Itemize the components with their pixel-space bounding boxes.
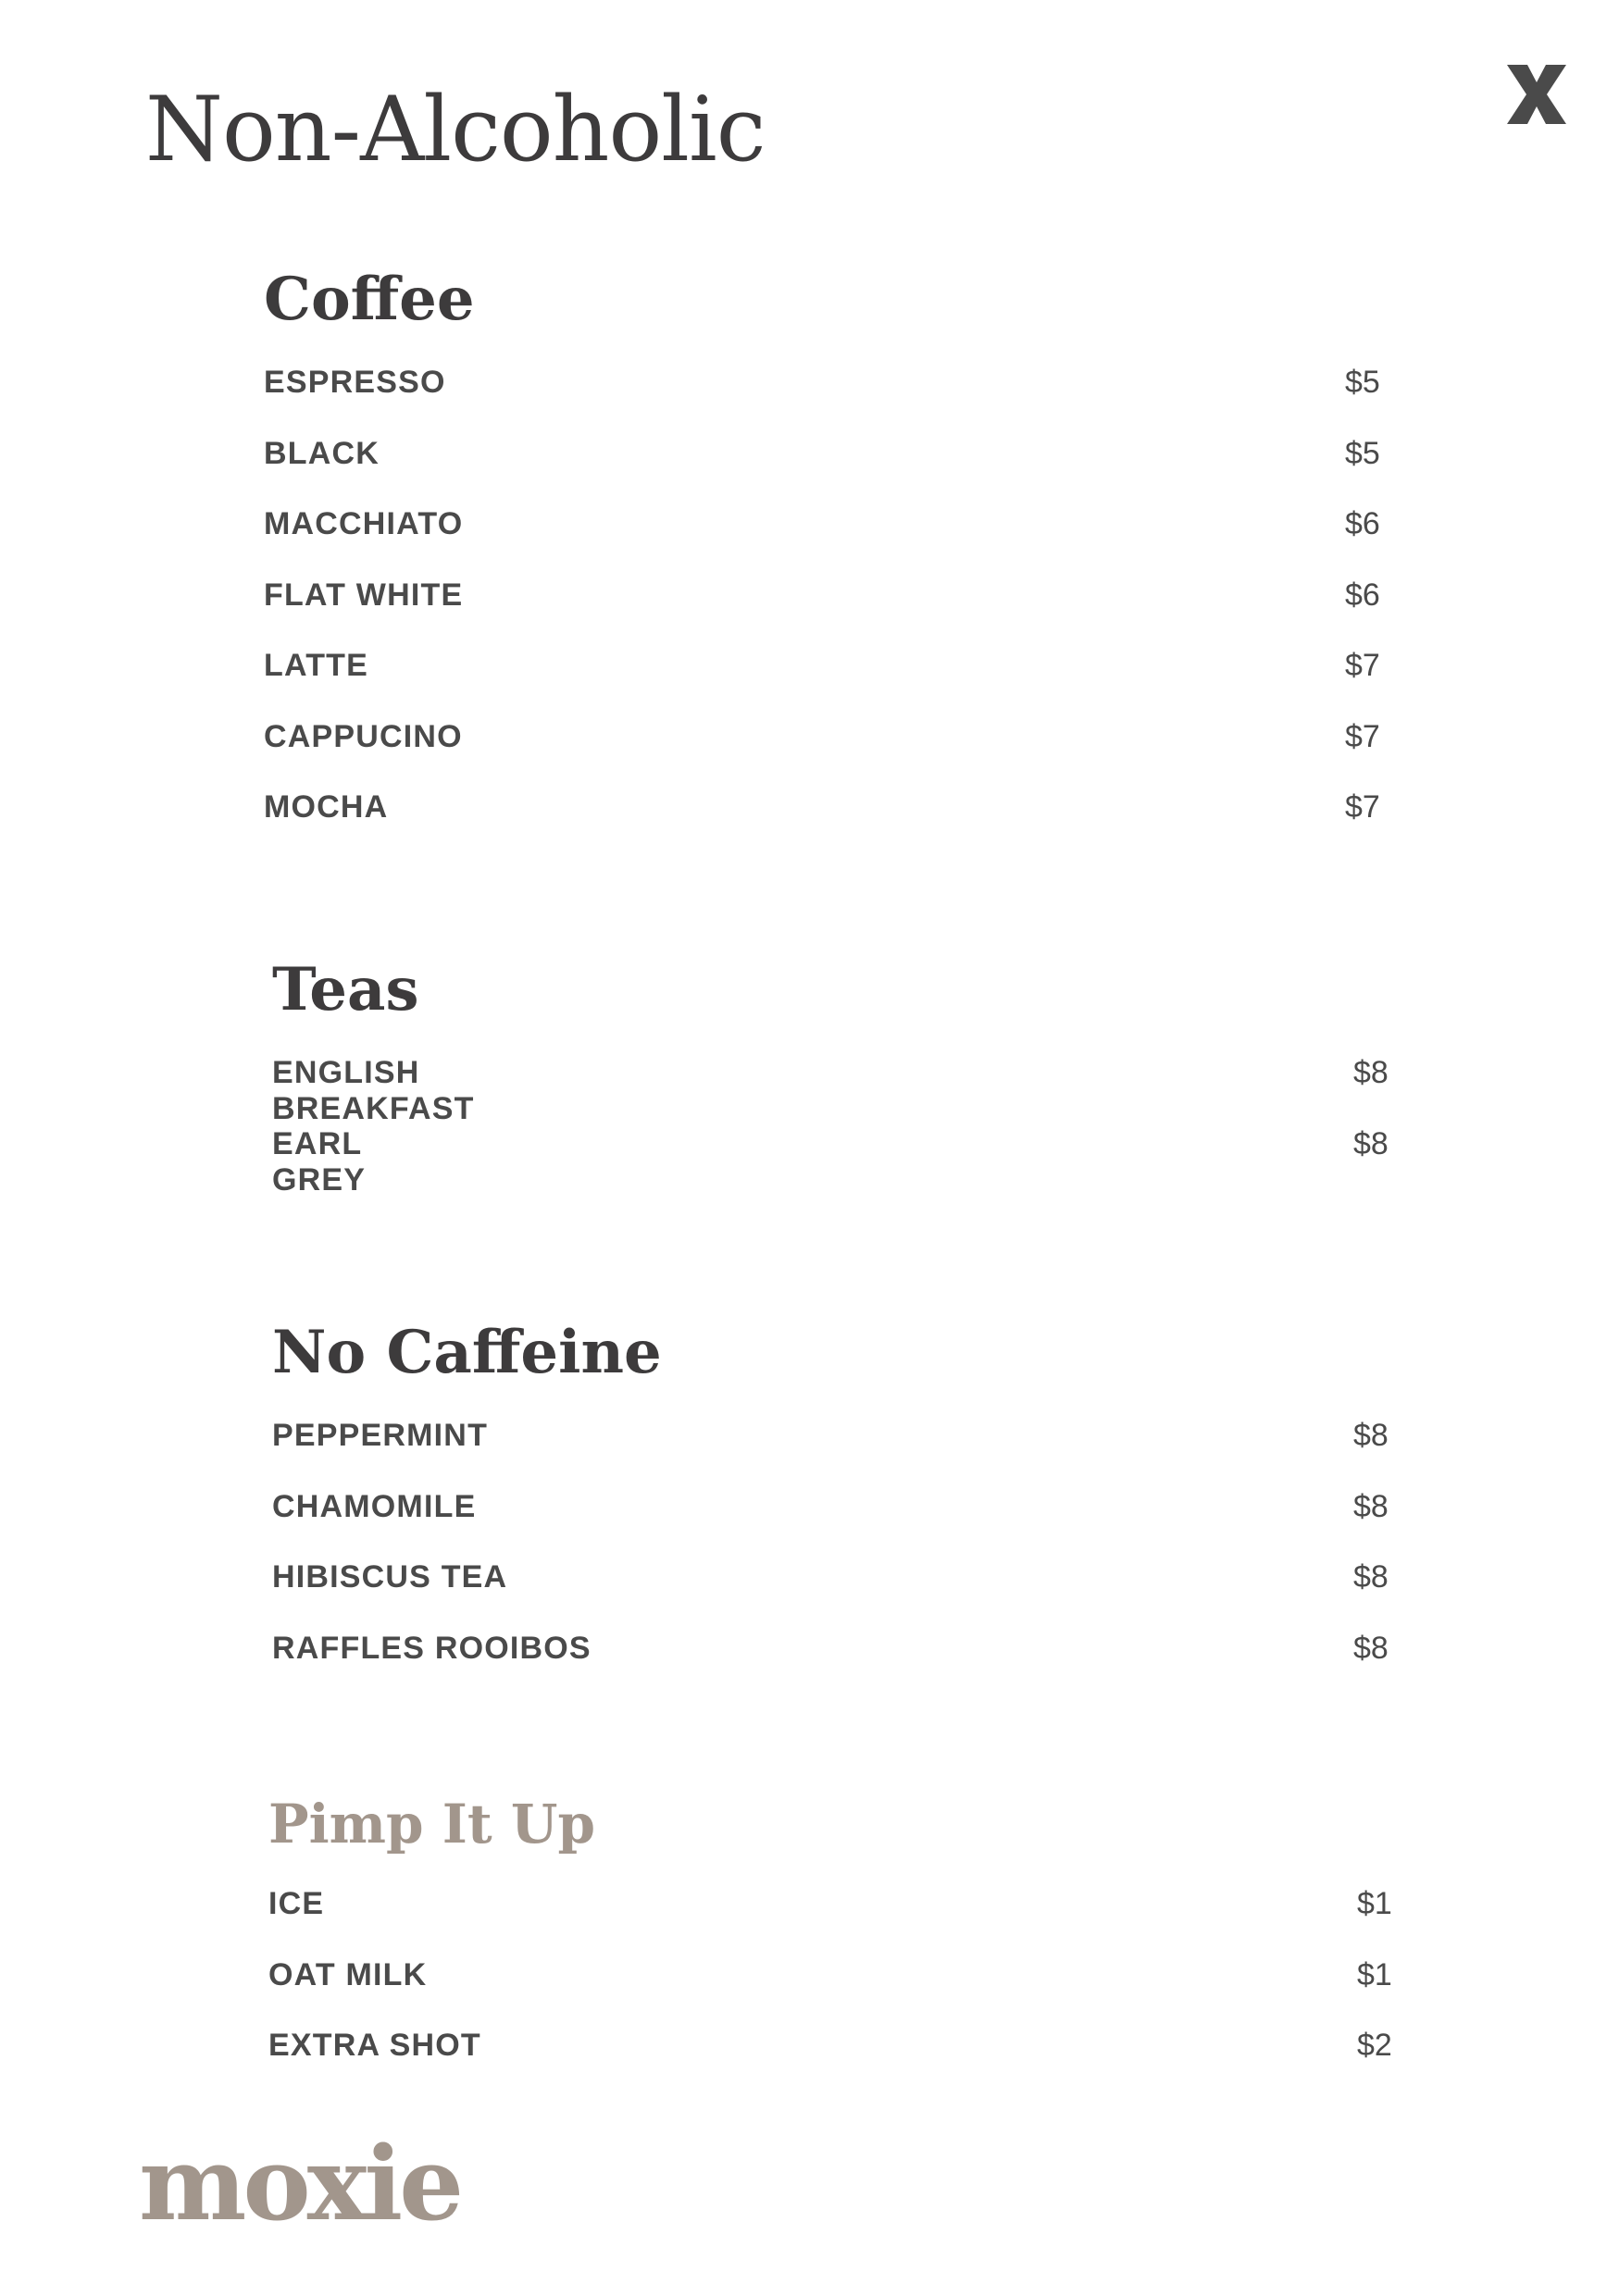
- section-title-no-caffeine: No Caffeine: [272, 1318, 662, 1387]
- item-price: $8: [1353, 1418, 1389, 1453]
- item-name: BLACK: [264, 435, 380, 471]
- item-name: CHAMOMILE: [272, 1488, 477, 1524]
- item-price: $7: [1345, 789, 1380, 825]
- item-name: ESPRESSO: [264, 365, 446, 400]
- section-title-teas: Teas: [272, 955, 419, 1024]
- menu-item-espresso: [264, 365, 1380, 436]
- item-price: $8: [1353, 1630, 1389, 1666]
- item-price: $2: [1357, 2028, 1392, 2063]
- item-name: LATTE: [264, 648, 369, 683]
- item-price: $8: [1353, 1559, 1389, 1595]
- item-price: $8: [1353, 1125, 1389, 1161]
- menu-item-english-breakfast: [272, 1055, 1389, 1126]
- section-title-coffee: Coffee: [264, 265, 475, 334]
- item-name: RAFFLES ROOIBOS: [272, 1630, 592, 1666]
- menu-item-oat-milk: [268, 1956, 1392, 2029]
- item-name: EARL GREY: [272, 1125, 367, 1198]
- page-title: Non-Alcoholic: [145, 78, 766, 181]
- item-name: MACCHIATO: [264, 506, 464, 541]
- menu-item-peppermint: [272, 1418, 1389, 1489]
- no-caffeine-item-list: [272, 1418, 1389, 1701]
- menu-item-cappucino: [264, 718, 1380, 790]
- moxie-logo: moxie: [139, 2124, 461, 2243]
- teas-item-list: [272, 1055, 1389, 1198]
- menu-item-hibiscus-tea: [272, 1559, 1389, 1631]
- item-name: PEPPERMINT: [272, 1418, 489, 1453]
- menu-item-black: [264, 435, 1380, 507]
- section-coffee: [264, 265, 1380, 861]
- menu-item-ice: [268, 1886, 1392, 1957]
- section-pimp-it-up: [268, 1793, 1392, 2099]
- item-price: $1: [1357, 1886, 1392, 1921]
- item-price: $7: [1345, 648, 1380, 683]
- menu-item-macchiato: [264, 506, 1380, 577]
- menu-item-latte: [264, 648, 1380, 719]
- item-price: $1: [1357, 1956, 1392, 1992]
- item-price: $8: [1353, 1488, 1389, 1524]
- pimp-it-up-item-list: [268, 1886, 1392, 2099]
- menu-item-raffles-rooibos: [272, 1630, 1389, 1702]
- section-title-pimp-it-up: Pimp It Up: [268, 1793, 596, 1855]
- menu-item-flat-white: [264, 577, 1380, 649]
- item-name: EXTRA SHOT: [268, 2028, 481, 2063]
- item-price: $6: [1345, 506, 1380, 541]
- menu-item-extra-shot: [268, 2028, 1392, 2099]
- item-price: $6: [1345, 577, 1380, 613]
- menu-item-mocha: [264, 789, 1380, 861]
- item-name: ENGLISH BREAKFAST: [272, 1055, 475, 1126]
- item-name: OAT MILK: [268, 1956, 428, 1992]
- section-teas: [272, 955, 1389, 1198]
- item-name: MOCHA: [264, 789, 389, 825]
- item-name: FLAT WHITE: [264, 577, 464, 613]
- close-button[interactable]: [1500, 57, 1574, 131]
- item-name: ICE: [268, 1886, 325, 1921]
- item-price: $8: [1353, 1055, 1389, 1090]
- item-price: $5: [1345, 365, 1380, 400]
- item-name: HIBISCUS TEA: [272, 1559, 508, 1595]
- item-price: $5: [1345, 435, 1380, 471]
- close-icon: [1500, 57, 1574, 131]
- coffee-item-list: [264, 365, 1380, 861]
- menu-item-chamomile: [272, 1488, 1389, 1560]
- menu-item-earl-grey: [272, 1125, 1389, 1198]
- item-price: $7: [1345, 718, 1380, 754]
- section-no-caffeine: [272, 1318, 1389, 1701]
- item-name: CAPPUCINO: [264, 718, 463, 754]
